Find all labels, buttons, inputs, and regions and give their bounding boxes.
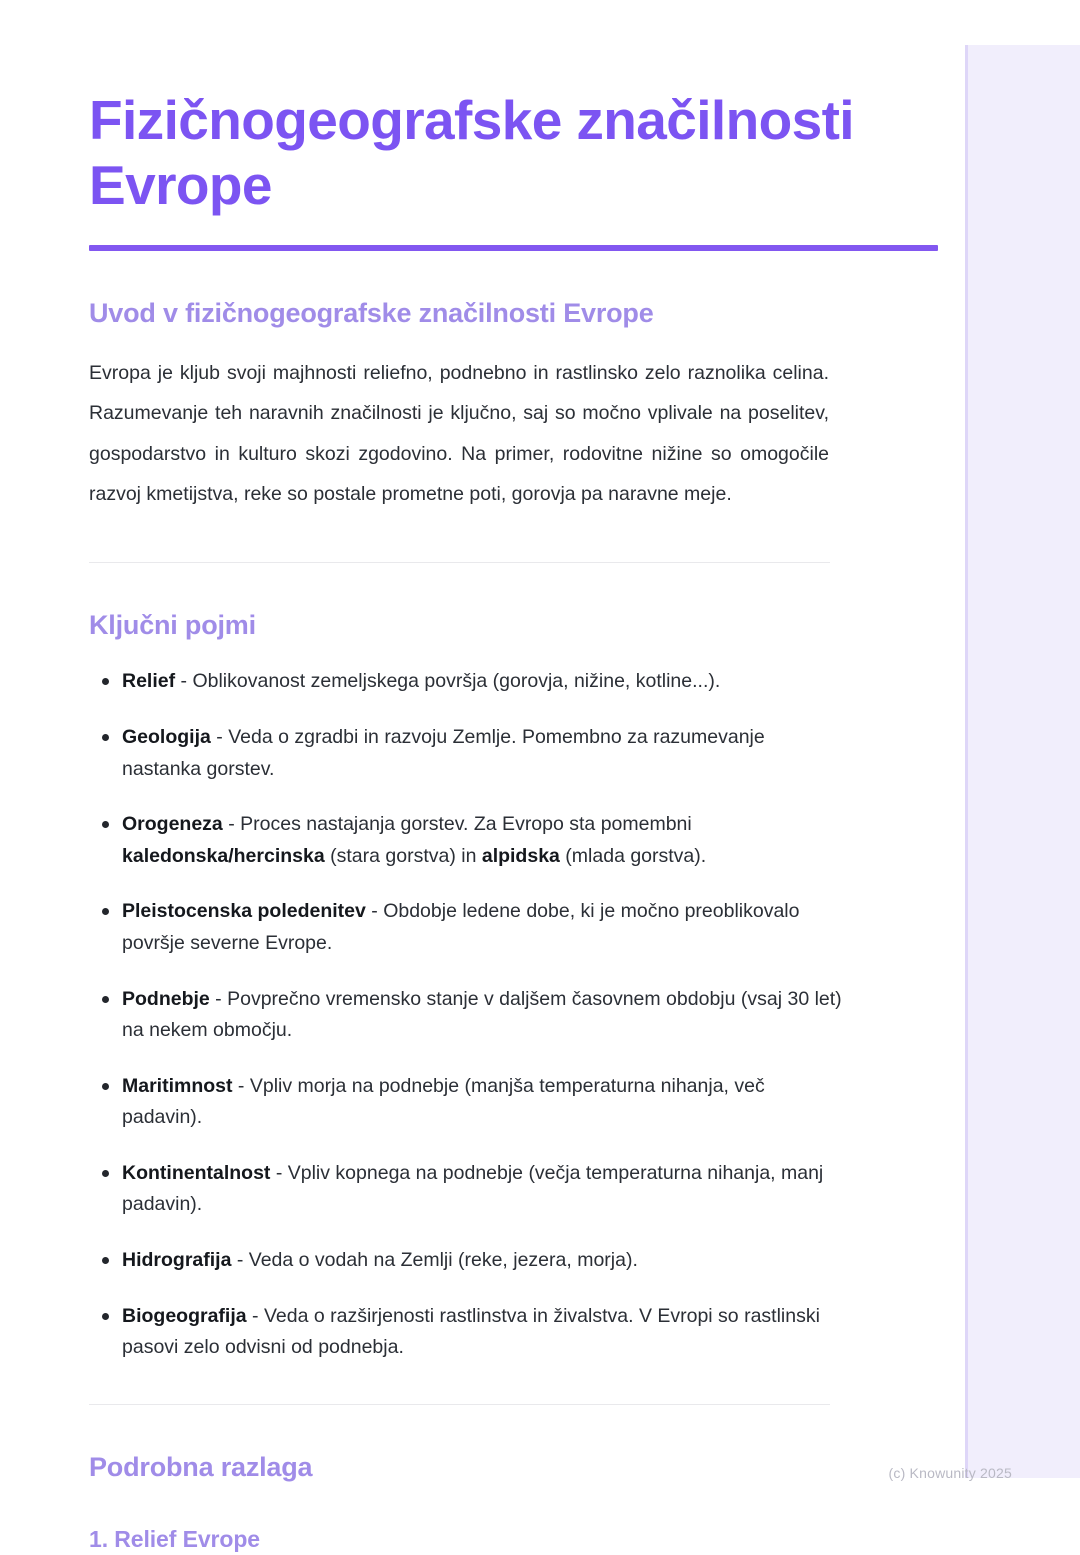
term-label: Pleistocenska poledenitev <box>122 900 366 923</box>
footer-credit: (c) Knowunity 2025 <box>888 1465 1012 1481</box>
page-title: Fizičnogeografske značilnosti Evrope <box>89 89 854 216</box>
list-item <box>89 896 849 959</box>
term-definition-cont: (stara gorstva) in <box>324 844 482 867</box>
subsection-heading-relief: 1. Relief Evrope <box>89 1526 260 1553</box>
bullet-dot-icon <box>102 1170 109 1177</box>
term-label: Relief <box>122 670 176 693</box>
bullet-dot-icon <box>102 908 109 915</box>
term-dash: - <box>210 726 229 749</box>
list-item <box>89 666 849 698</box>
term-dash: - <box>246 1304 264 1327</box>
intro-paragraph: Evropa je kljub svoji majhnosti reliefno, podnebno in rastlinsko zelo raznolika celina. Razumevanje teh naravnih značilnosti je ključno, saj so močno vplivale na poselitev, gospodarstvo in kulturo skozi zgodovino. Na primer, rodovitne nižine so omogočile razvoj kmetijstva, reke so postale prometne poti, gorovja pa naravne meje. <box>89 361 829 506</box>
term-definition: Oblikovanost zemeljskega površja (gorovja, nižine, kotline...). <box>192 670 721 693</box>
term-label: Kontinentalnost <box>122 1161 271 1184</box>
term-label: Podnebje <box>122 987 210 1010</box>
term-dash: - <box>209 987 228 1010</box>
term-definition-emphasis: alpidska <box>481 844 560 867</box>
term-dash: - <box>231 1248 249 1271</box>
section-heading-intro: Uvod v fizičnogeografske značilnosti Evrope <box>89 297 654 328</box>
section-divider-2 <box>89 1404 830 1405</box>
term-definition: Veda o vodah na Zemlji (reke, jezera, morja). <box>248 1248 638 1271</box>
section-divider-1 <box>89 562 830 563</box>
section-heading-detailed: Podrobna razlaga <box>89 1451 313 1482</box>
bullet-dot-icon <box>102 821 109 828</box>
bullet-dot-icon <box>102 734 109 741</box>
term-definition: Povprečno vremensko stanje v daljšem časovnem obdobju (vsaj 30 let) na nekem območju. <box>122 987 842 1042</box>
bullet-dot-icon <box>102 1313 109 1320</box>
term-definition: Veda o razširjenosti rastlinstva in živalstva. V Evropi so rastlinski pasovi zelo odvisni od podnebja. <box>122 1304 820 1359</box>
term-dash: - <box>222 813 241 836</box>
bullet-dot-icon <box>102 1257 109 1264</box>
list-item <box>89 1245 849 1277</box>
term-label: Geologija <box>122 726 211 749</box>
term-definition: Veda o zgradbi in razvoju Zemlje. Pomembno za razumevanje nastanka gorstev. <box>122 726 765 780</box>
section-heading-key-terms: Ključni pojmi <box>89 609 256 640</box>
term-dash: - <box>232 1074 250 1097</box>
term-label: Orogeneza <box>122 813 223 836</box>
term-label: Maritimnost <box>122 1074 233 1097</box>
term-definition-emphasis: kaledonska/hercinska <box>122 844 325 867</box>
term-definition: Proces nastajanja gorstev. Za Evropo sta pomembni <box>240 813 692 836</box>
list-item <box>89 1071 849 1134</box>
term-dash: - <box>270 1161 288 1184</box>
term-definition-cont: (mlada gorstva). <box>559 844 707 867</box>
list-item <box>89 722 849 785</box>
bullet-dot-icon <box>102 996 109 1003</box>
list-item <box>89 809 849 872</box>
bullet-dot-icon <box>102 678 109 685</box>
list-item <box>89 1158 849 1221</box>
term-dash: - <box>175 670 193 693</box>
term-definition: Vpliv kopnega na podnebje (večja temperaturna nihanja, manj padavin). <box>122 1161 824 1216</box>
bullet-dot-icon <box>102 1083 109 1090</box>
term-definition: Obdobje ledene dobe, ki je močno preoblikovalo površje severne Evrope. <box>122 900 800 954</box>
list-item <box>89 984 849 1047</box>
key-terms-list <box>89 666 849 1363</box>
list-item <box>89 1301 849 1364</box>
term-label: Hidrografija <box>122 1248 232 1271</box>
term-definition: Vpliv morja na podnebje (manjša temperaturna nihanja, več padavin). <box>122 1074 765 1129</box>
title-underline-rule <box>89 245 938 251</box>
term-dash: - <box>365 900 384 923</box>
term-label: Biogeografija <box>122 1304 247 1327</box>
